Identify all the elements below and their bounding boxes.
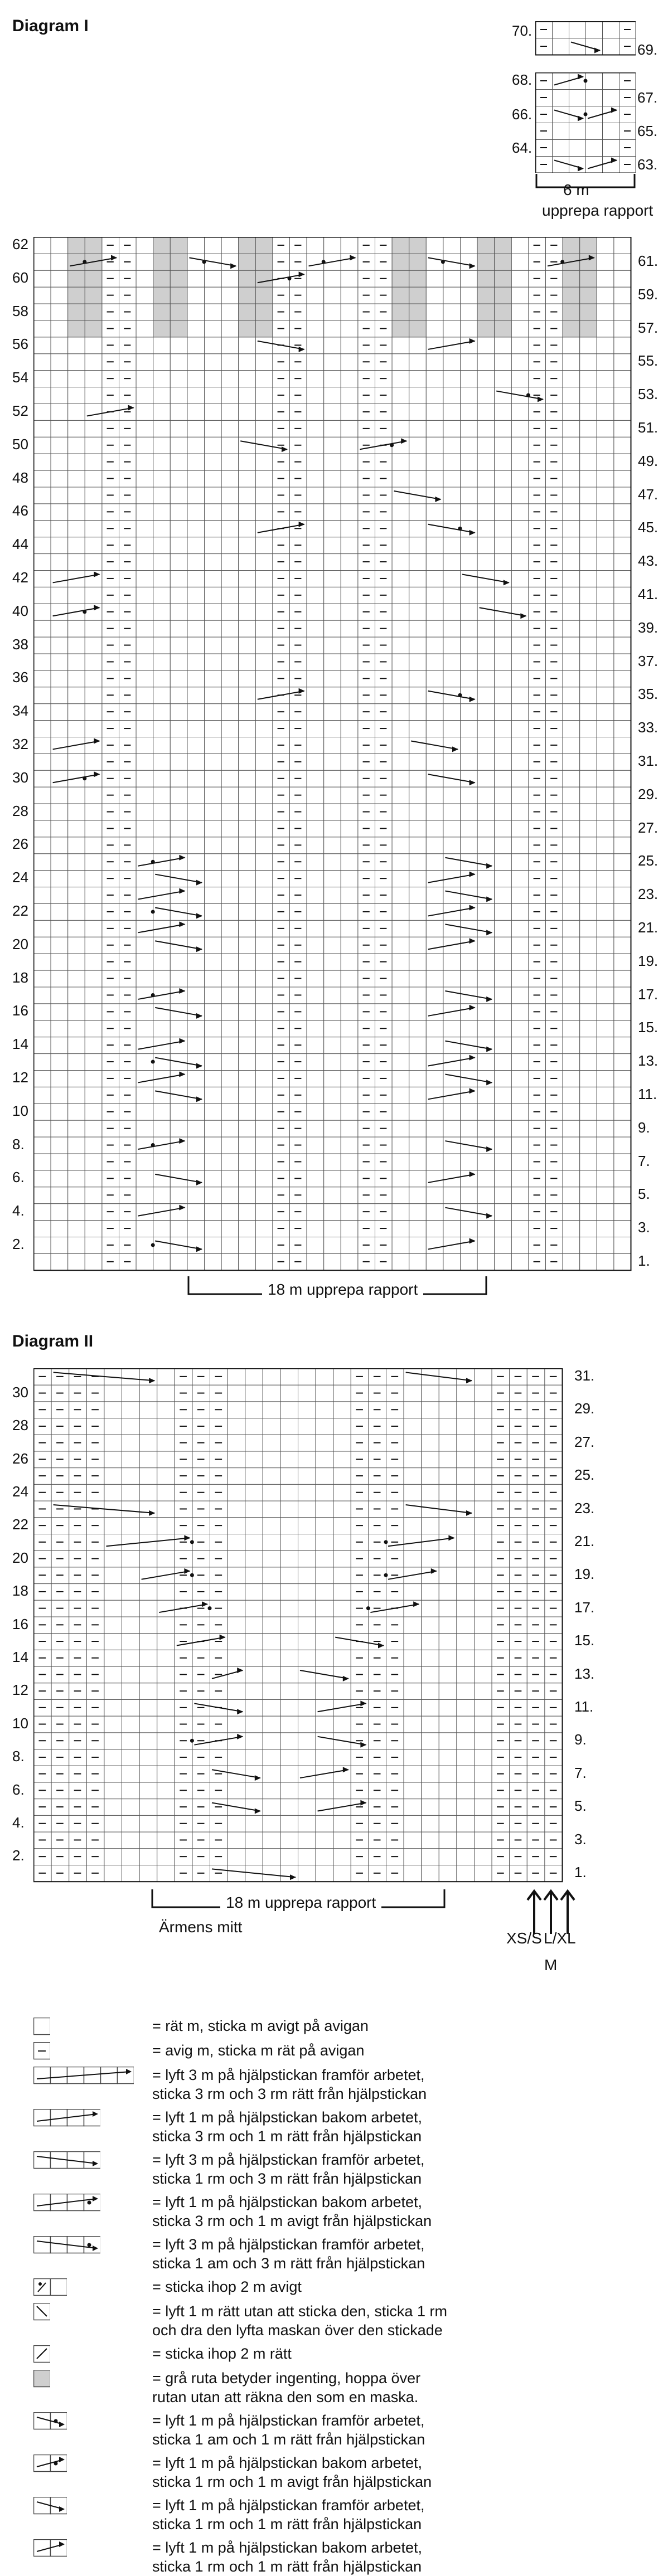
row-number: 28 (12, 1417, 28, 1434)
small-repeat-label: 6 m (563, 181, 589, 198)
row-number: 49. (638, 452, 659, 469)
legend-text: rutan utan att räkna den som en maska. (152, 2389, 419, 2405)
legend-text: = lyft 1 m på hjälpstickan framför arbetet, (152, 2412, 425, 2429)
row-number: 59. (638, 285, 659, 303)
row-number: 8. (12, 1748, 25, 1765)
row-number: 10 (12, 1102, 28, 1119)
row-number: 4. (12, 1202, 25, 1219)
row-number: 14 (12, 1648, 28, 1665)
row-number: 29. (638, 785, 659, 803)
legend-text: sticka 3 rm och 1 m avigt från hjälpstickan (152, 2213, 432, 2229)
row-number: 37. (638, 652, 659, 669)
row-number: 18 (12, 1582, 28, 1600)
row-number: 56 (12, 336, 28, 353)
legend-symbol-icon (33, 2151, 100, 2170)
legend-text: = lyft 1 m på hjälpstickan bakom arbetet, (152, 2455, 422, 2471)
row-number: 9. (574, 1731, 587, 1748)
row-number: 27. (574, 1433, 595, 1450)
legend-text: = sticka ihop 2 m rätt (152, 2345, 292, 2362)
row-number: 31. (574, 1367, 595, 1384)
row-number: 15. (574, 1632, 595, 1649)
diagram-1-title: Diagram I (12, 17, 89, 35)
row-number: 2. (12, 1236, 25, 1252)
row-number: 26 (12, 1450, 28, 1467)
row-number: 13. (574, 1665, 595, 1682)
legend-symbol-icon (33, 2539, 67, 2558)
row-number: 34 (12, 702, 28, 720)
row-number: 20 (12, 1549, 28, 1566)
row-number: 7. (574, 1764, 587, 1781)
legend-text: sticka 1 rm och 1 m avigt från hjälpstickan (152, 2473, 432, 2490)
row-number: 16 (12, 1002, 28, 1019)
row-number: 55. (638, 352, 659, 370)
row-number: 20 (12, 935, 28, 952)
row-number: 51. (638, 419, 659, 436)
diagram-2-title: Diagram II (12, 1332, 94, 1350)
row-number: 22 (12, 902, 28, 919)
diagram-2-chart (33, 1368, 569, 1887)
legend-symbol-icon (33, 2370, 50, 2389)
row-number: 26 (12, 835, 28, 853)
row-number: 58 (12, 302, 28, 319)
row-number: 11. (638, 1085, 657, 1102)
legend-text: sticka 1 rm och 1 m rätt från hjälpstickan (152, 2516, 422, 2533)
row-number: 3. (638, 1219, 650, 1236)
row-number: 6. (12, 1169, 25, 1186)
row-number: 32 (12, 736, 28, 752)
row-number: 41. (638, 585, 659, 602)
row-number: 44 (12, 536, 28, 553)
legend-text: sticka 3 rm och 1 m rätt från hjälpstickan (152, 2128, 422, 2145)
row-number: 47. (638, 485, 659, 503)
row-number: 36 (12, 669, 28, 686)
legend-symbol-icon (33, 2303, 50, 2322)
row-number: 66. (512, 106, 533, 123)
row-number: 25. (574, 1466, 595, 1484)
row-number: 65. (637, 123, 658, 139)
legend-symbol-icon (33, 2194, 100, 2213)
row-number: 38 (12, 635, 28, 653)
row-number: 53. (638, 386, 659, 403)
row-number: 17. (638, 985, 659, 1003)
row-number: 39. (638, 619, 659, 636)
row-number: 24 (12, 869, 28, 886)
legend-text: = lyft 1 m på hjälpstickan bakom arbetet, (152, 2109, 422, 2126)
row-number: 21. (574, 1533, 595, 1549)
legend-text: sticka 1 rm och 1 m rätt från hjälpstickan (152, 2558, 422, 2575)
row-number: 8. (12, 1135, 25, 1153)
row-number: 14 (12, 1036, 28, 1053)
row-number: 27. (638, 819, 659, 836)
row-number: 63. (637, 156, 658, 173)
sleeve-center-label: Ärmens mitt (159, 1918, 243, 1936)
legend-symbol-icon (33, 2497, 67, 2516)
row-number: 12 (12, 1681, 28, 1699)
legend-text: = lyft 1 m på hjälpstickan bakom arbetet, (152, 2539, 422, 2556)
row-number: 54 (12, 369, 28, 386)
legend-text: = lyft 3 m på hjälpstickan framför arbetet, (152, 2067, 425, 2083)
row-number: 4. (12, 1814, 25, 1831)
size-label-m: M (544, 1956, 558, 1974)
row-number: 2. (12, 1847, 25, 1864)
legend-text: sticka 1 am och 1 m rätt från hjälpstickan (152, 2431, 425, 2448)
row-number: 24 (12, 1483, 28, 1500)
row-number: 17. (574, 1598, 595, 1616)
row-number: 43. (638, 552, 659, 570)
row-number: 23. (574, 1499, 595, 1517)
legend-symbol-icon (33, 2018, 50, 2037)
legend-symbol-icon (33, 2236, 100, 2255)
row-number: 12 (12, 1069, 28, 1086)
legend-symbol-icon (33, 2042, 50, 2061)
small-repeat-sublabel: upprepa rapport (542, 202, 654, 219)
legend-symbol-icon (33, 2109, 100, 2128)
legend-symbol-icon (33, 2345, 50, 2364)
legend-text: sticka 3 rm och 3 rm rätt från hjälpstickan (152, 2086, 427, 2102)
legend-text: sticka 1 rm och 3 m rätt från hjälpstickan (152, 2170, 422, 2187)
row-number: 40 (12, 602, 28, 619)
row-number: 5. (638, 1185, 650, 1203)
row-number: 52 (12, 402, 28, 419)
row-number: 57. (638, 319, 659, 336)
diagram-1-main-chart (33, 237, 633, 1274)
row-number: 70. (512, 22, 533, 39)
legend-text: = lyft 1 m på hjälpstickan framför arbetet, (152, 2497, 425, 2514)
row-number: 64. (512, 139, 533, 156)
legend-text: = avig m, sticka m rät på avigan (152, 2042, 365, 2059)
row-number: 10 (12, 1714, 28, 1732)
row-number: 11. (574, 1698, 594, 1715)
legend-symbol-icon (33, 2412, 67, 2431)
row-number: 5. (574, 1797, 587, 1815)
row-number: 29. (574, 1400, 595, 1417)
row-number: 33. (638, 719, 659, 736)
row-number: 31. (638, 752, 659, 769)
row-number: 16 (12, 1615, 28, 1632)
legend-text: = grå ruta betyder ingenting, hoppa över (152, 2370, 421, 2387)
row-number: 67. (637, 89, 658, 106)
legend-text: = lyft 3 m på hjälpstickan framför arbetet, (152, 2236, 425, 2253)
row-number: 61. (638, 252, 659, 269)
legend-text: = sticka ihop 2 m avigt (152, 2278, 302, 2295)
row-number: 13. (638, 1052, 659, 1070)
row-number: 48 (12, 469, 28, 486)
row-number: 68. (512, 71, 533, 88)
legend-text: sticka 1 am och 3 m rätt från hjälpstickan (152, 2255, 425, 2272)
diagram-2-repeat-label: 18 m upprepa rapport (220, 1894, 381, 1912)
size-label-xs-s: XS/S (506, 1929, 542, 1947)
row-number: 25. (638, 852, 659, 869)
row-number: 6. (12, 1781, 25, 1798)
row-number: 69. (637, 41, 658, 58)
row-number: 62 (12, 236, 28, 252)
row-number: 45. (638, 519, 659, 536)
row-number: 50 (12, 435, 28, 453)
row-number: 42 (12, 569, 28, 586)
legend-text: = rät m, sticka m avigt på avigan (152, 2018, 369, 2034)
legend-text: = lyft 1 m på hjälpstickan bakom arbetet, (152, 2194, 422, 2210)
legend-symbol-icon (33, 2067, 134, 2086)
row-number: 28 (12, 802, 28, 819)
row-number: 1. (574, 1864, 587, 1880)
row-number: 30 (12, 1383, 28, 1401)
row-number: 7. (638, 1152, 650, 1169)
legend-symbol-icon (33, 2278, 67, 2297)
legend-text: = lyft 3 m på hjälpstickan framför arbetet, (152, 2151, 425, 2168)
row-number: 22 (12, 1516, 28, 1533)
row-number: 3. (574, 1830, 587, 1848)
row-number: 60 (12, 269, 28, 286)
legend-symbol-icon (33, 2455, 67, 2473)
legend-text: och dra den lyfta maskan över den stickade (152, 2322, 443, 2339)
row-number: 23. (638, 886, 659, 903)
row-number: 1. (638, 1252, 650, 1269)
legend-text: = lyft 1 m rätt utan att sticka den, sticka 1 rm (152, 2303, 447, 2320)
row-number: 21. (638, 918, 659, 936)
row-number: 19. (638, 952, 659, 969)
size-label-l-xl: L/XL (544, 1929, 576, 1947)
row-number: 46 (12, 502, 28, 519)
row-number: 19. (574, 1566, 595, 1583)
row-number: 18 (12, 969, 28, 986)
row-number: 30 (12, 769, 28, 786)
row-number: 9. (638, 1119, 650, 1136)
row-number: 35. (638, 686, 659, 703)
row-number: 15. (638, 1019, 659, 1036)
diagram-1-top-chart (535, 21, 636, 58)
diagram-1-small-chart (535, 72, 636, 173)
diagram-1-repeat-label: 18 m upprepa rapport (262, 1281, 423, 1299)
